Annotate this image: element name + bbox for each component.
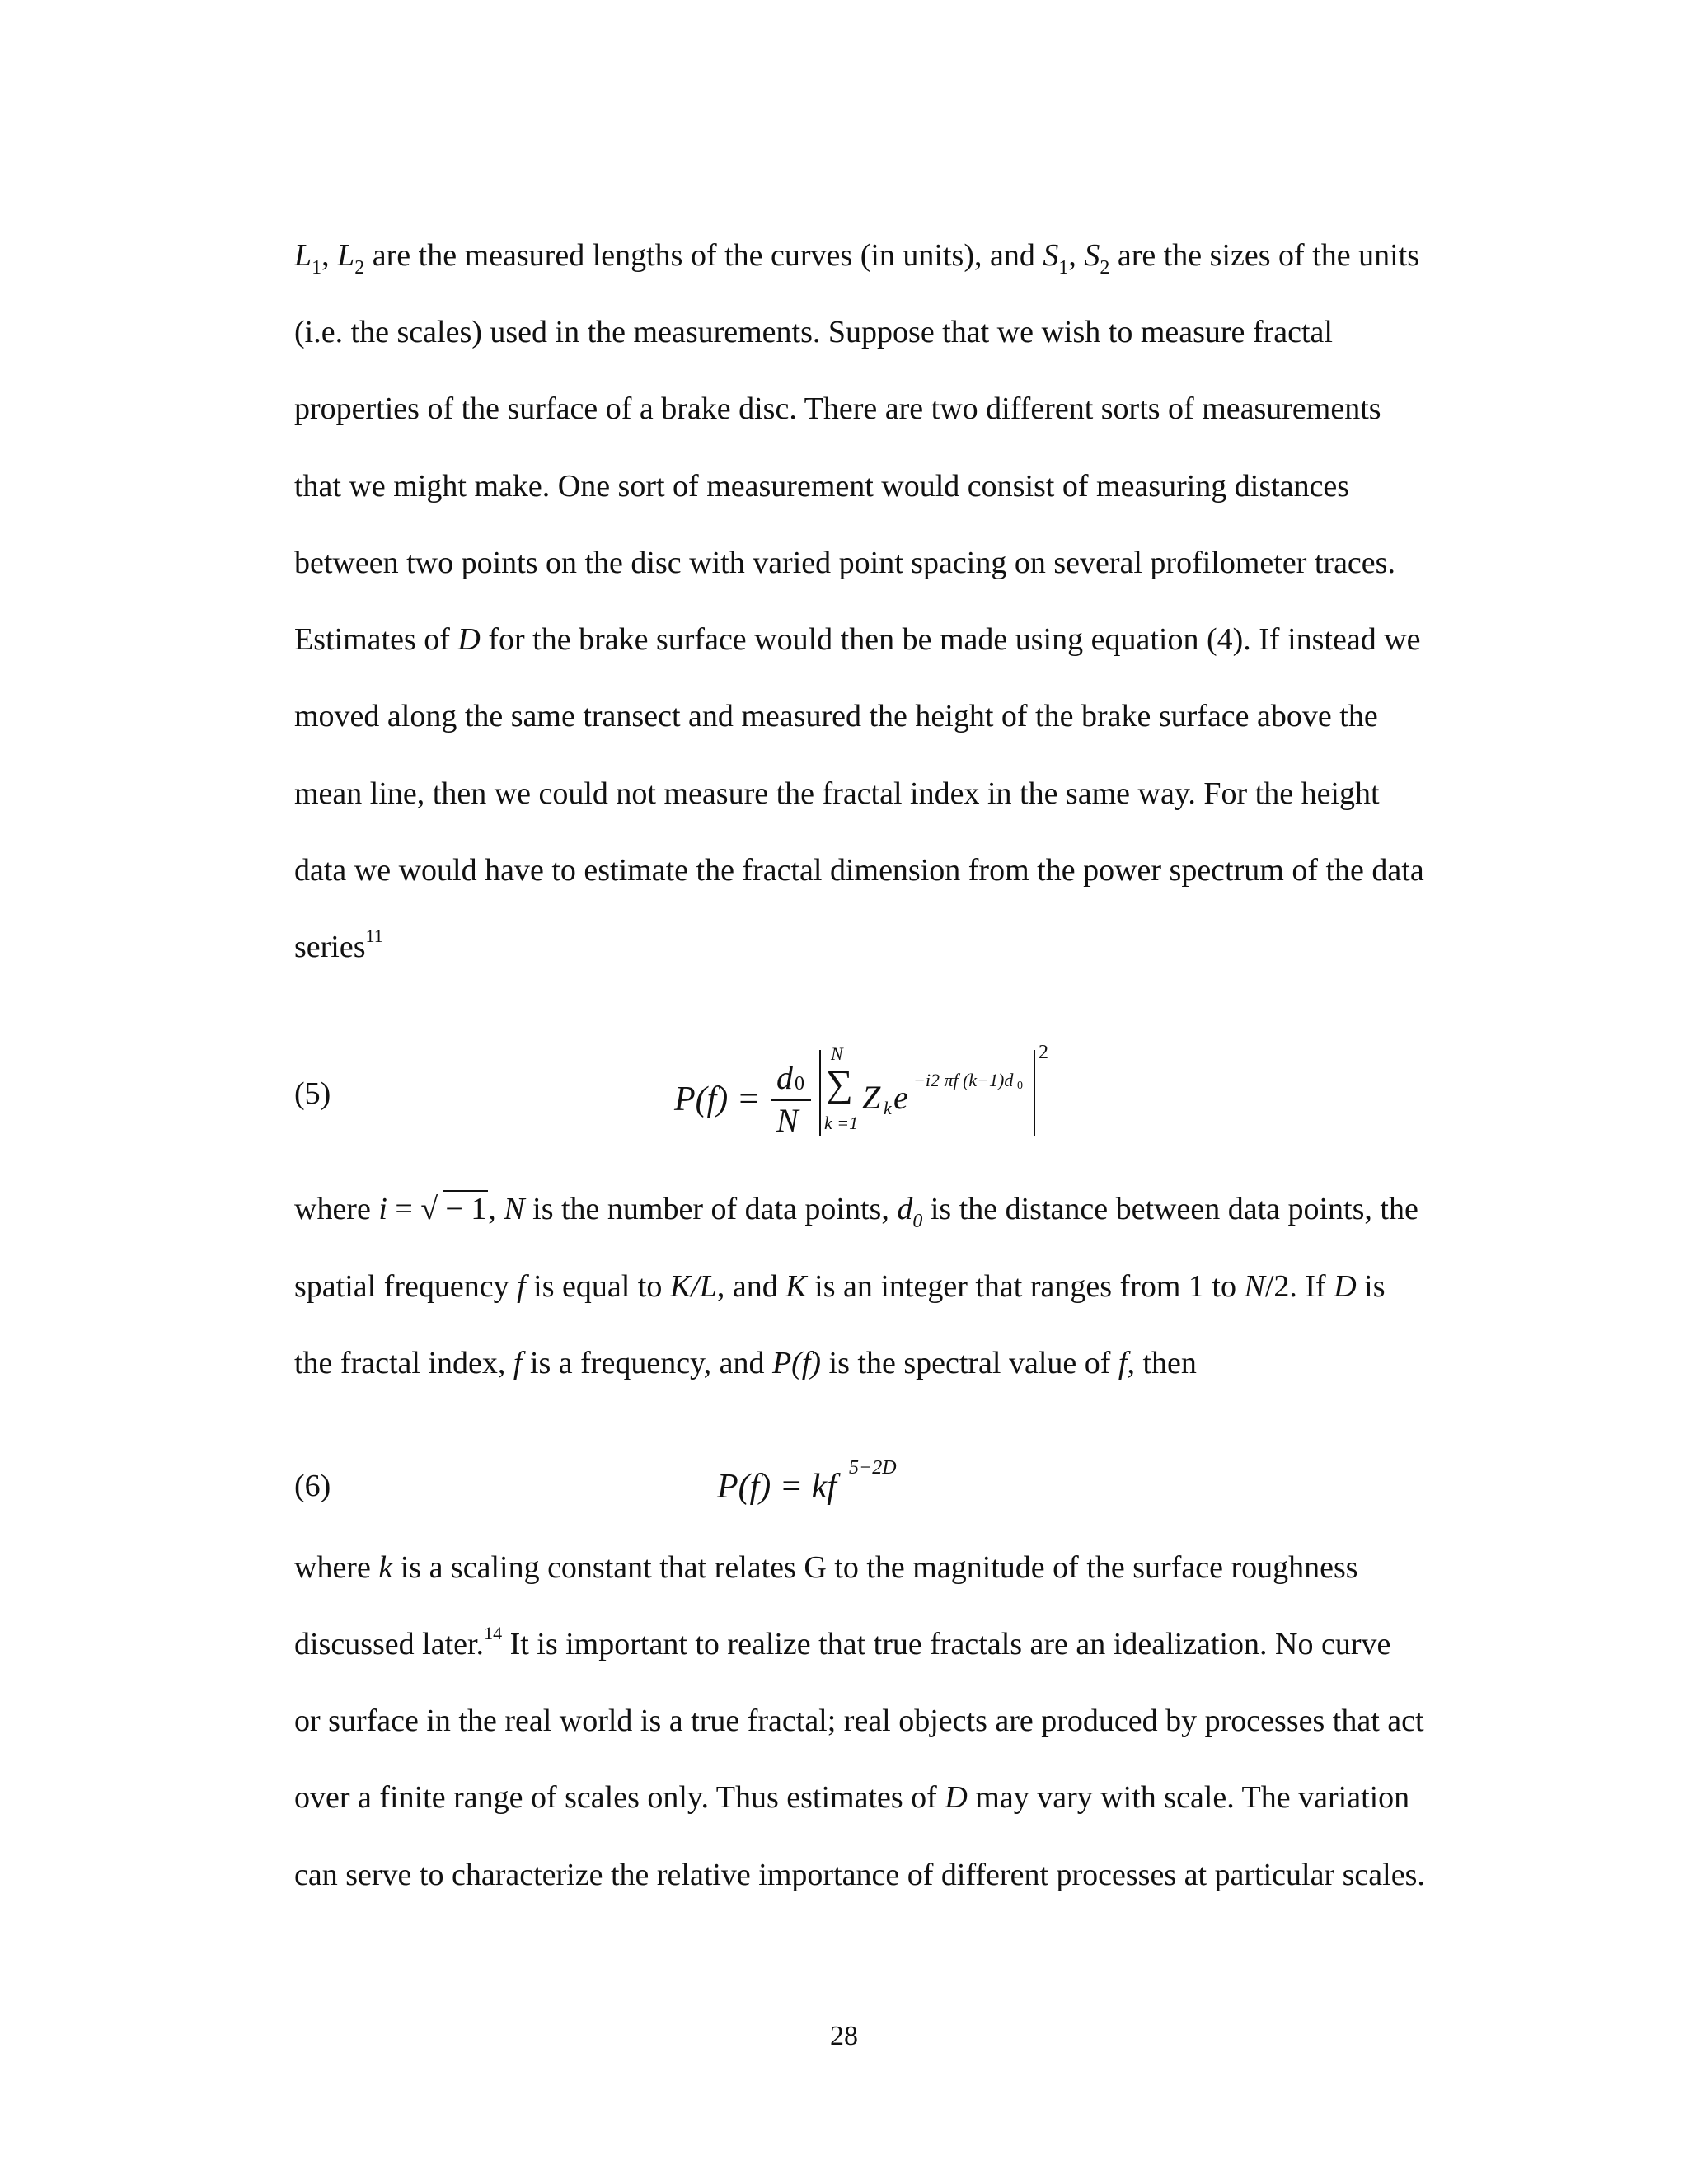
eq5-abs-right: [1034, 1050, 1035, 1136]
text: is: [1356, 1269, 1386, 1304]
text: is the number of data points,: [524, 1192, 898, 1226]
text: is an integer that ranges from 1 to: [806, 1269, 1245, 1304]
var-f: f: [517, 1269, 526, 1304]
paragraph-2-line-2: [294, 1268, 1386, 1305]
var-K-over-L: K/L: [669, 1269, 717, 1304]
equation-5-number: (5): [294, 1076, 331, 1111]
text: discussed later.: [294, 1627, 485, 1661]
paragraph-3-line-3: or surface in the real world is a true fractal; real objects are produced by processes that act: [294, 1704, 1424, 1738]
text: ,: [488, 1192, 504, 1226]
paragraph-3-line-4: [294, 1779, 1409, 1816]
text: for the brake surface would then be made using equation (4). If instead we: [480, 622, 1421, 657]
text: It is important to realize that true fractals are an idealization. No curve: [502, 1627, 1391, 1661]
var-P-of-f: P(f): [771, 1346, 822, 1380]
eq5-sum-sign: ∑: [826, 1062, 853, 1104]
var-i: i: [378, 1192, 387, 1226]
paragraph-2-line-1: [294, 1191, 1418, 1231]
var-D: D: [945, 1780, 968, 1815]
text: spatial frequency: [294, 1269, 518, 1304]
sep: ,: [321, 238, 338, 273]
text: Estimates of: [294, 622, 458, 657]
eq5-frac-denominator: N: [776, 1102, 799, 1139]
var-f: f: [1118, 1346, 1128, 1380]
sub-0: 0: [912, 1211, 923, 1232]
sub-2: 2: [1100, 257, 1110, 279]
paragraph-1-line-7: moved along the same transect and measured the height of the brake surface above the: [294, 699, 1378, 733]
text: is a scaling constant that relates G to the magnitude of the surface roughness: [392, 1550, 1358, 1585]
equation-6: [717, 1457, 931, 1515]
paragraph-1-line-10: [294, 926, 383, 969]
var-S1: S: [1043, 238, 1059, 273]
eq5-abs-left: [819, 1050, 821, 1136]
var-D: D: [1334, 1269, 1357, 1304]
eq5-exponent: −i2 πf (k−1)d: [913, 1070, 1014, 1090]
paragraph-1-line-8: mean line, then we could not measure the fractal index in the same way. For the height: [294, 776, 1380, 811]
paragraph-2-line-3: [294, 1345, 1197, 1381]
eq5-sum-lower: k =1: [824, 1113, 859, 1133]
text: may vary with scale. The variation: [967, 1780, 1410, 1815]
text: is the spectral value of: [821, 1346, 1118, 1380]
text: are the sizes of the units: [1109, 238, 1420, 273]
footnote-ref-11: 11: [365, 926, 383, 946]
paragraph-1-line-2: (i.e. the scales) used in the measurements. Suppose that we wish to measure fractal: [294, 315, 1333, 349]
eq5-term-Z: Z: [862, 1079, 881, 1116]
footnote-ref-14: 14: [484, 1623, 503, 1643]
text: over a finite range of scales only. Thus estimates of: [294, 1780, 945, 1815]
radical-sign-icon: √: [420, 1192, 438, 1226]
text: , and: [716, 1269, 786, 1304]
eq5-sum-upper: N: [831, 1043, 843, 1064]
text: where: [294, 1550, 379, 1585]
var-N: N: [1244, 1269, 1265, 1304]
text: are the measured lengths of the curves (in units), and: [364, 238, 1043, 273]
var-k: k: [378, 1550, 393, 1585]
paragraph-1-line-9: data we would have to estimate the fractal dimension from the power spectrum of the data: [294, 853, 1424, 888]
text: is equal to: [525, 1269, 670, 1304]
var-D: D: [457, 622, 481, 657]
equation-5: [674, 1033, 1070, 1149]
sub-1: 1: [1058, 257, 1069, 279]
text: where: [294, 1192, 379, 1226]
eq6-exponent: 5−2D: [849, 1457, 897, 1479]
eq5-power: 2: [1039, 1042, 1048, 1063]
paragraph-1-line-6: [294, 621, 1421, 658]
paragraph-1-line-5: between two points on the disc with varied point spacing on several profilometer traces.: [294, 546, 1395, 580]
eq6-lhs: P(f) = kf: [717, 1468, 837, 1506]
equation-6-number: (6): [294, 1469, 331, 1503]
text: , then: [1127, 1346, 1197, 1380]
text: series: [294, 930, 366, 964]
eq5-lhs: P(f) =: [674, 1080, 761, 1118]
paragraph-3-line-2: [294, 1623, 1391, 1666]
eq5-exponent-sub: 0: [1017, 1080, 1023, 1092]
var-f: f: [513, 1346, 523, 1380]
paragraph-3-line-5: can serve to characterize the relative importance of different processes at particular scales.: [294, 1858, 1425, 1892]
sep: ,: [1068, 238, 1085, 273]
text: =: [387, 1192, 421, 1226]
page-number: 28: [830, 2021, 858, 2051]
sub-1: 1: [312, 257, 322, 279]
var-L2: L: [337, 238, 355, 273]
var-K: K: [785, 1269, 807, 1304]
var-d0: d: [897, 1192, 913, 1226]
sqrt-minus-one: [420, 1191, 488, 1227]
eq5-term-Z-sub: k: [884, 1098, 892, 1118]
paragraph-1-line-4: that we might make. One sort of measurement would consist of measuring distances: [294, 469, 1350, 504]
paragraph-1-line-1: [294, 237, 1419, 278]
paragraph-1-line-3: properties of the surface of a brake disc. There are two different sorts of measurements: [294, 391, 1381, 426]
text: is a frequency, and: [522, 1346, 772, 1380]
text: /2. If: [1264, 1269, 1334, 1304]
var-L1: L: [294, 238, 312, 273]
sub-2: 2: [354, 257, 365, 279]
eq5-frac-numerator: d: [776, 1059, 793, 1096]
eq5-frac-numerator-sub: 0: [795, 1073, 804, 1094]
eq5-exp-base: e: [893, 1079, 908, 1116]
paragraph-3-line-1: [294, 1549, 1358, 1586]
text: is the distance between data points, the: [922, 1192, 1418, 1226]
var-N: N: [504, 1192, 525, 1226]
text: the fractal index,: [294, 1346, 513, 1380]
radicand: − 1: [445, 1192, 487, 1226]
var-S2: S: [1084, 238, 1100, 273]
